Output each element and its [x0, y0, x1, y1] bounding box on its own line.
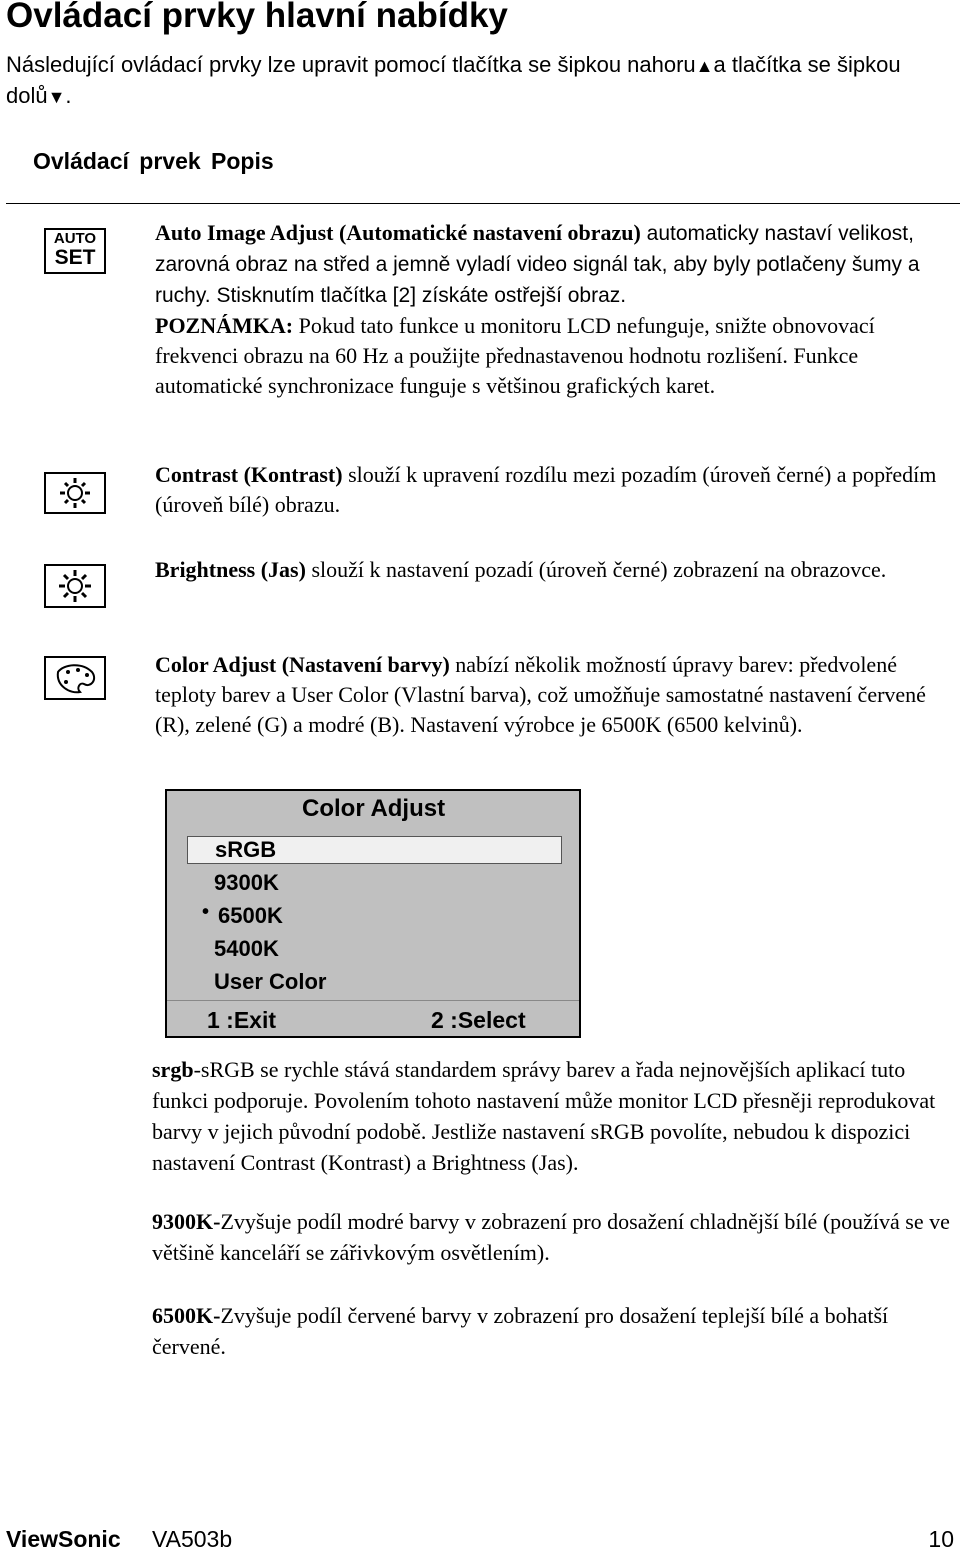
menu-item-user-color[interactable]: User Color: [214, 969, 327, 994]
menu-item-9300k[interactable]: 9300K: [214, 870, 279, 895]
color-palette-icon: [44, 656, 106, 700]
9300k-description: 9300K-Zvyšuje podíl modré barvy v zobrazení pro dosažení chladnější bílé (používá se ve většině kanceláří se zářivkovým osvětlením).: [152, 1209, 950, 1265]
table-header: Ovládací prvek Popis: [33, 148, 274, 174]
down-arrow-icon: ▼: [47, 87, 66, 107]
srgb-description: srgb-sRGB se rychle stává standardem správy barev a řada nejnovějších aplikací tuto funkci podporuje. Povolením tohoto nastavení může monitor LCD přesněji reprodukovat barvy v jejich původní podobě. Jestliže nastavení sRGB povolíte, nebudou k dispozici nastavení Contrast (Kontrast) a Brightness (Jas).: [152, 1057, 936, 1175]
contrast-icon: [44, 472, 106, 514]
menu-item-5400k[interactable]: 5400K: [214, 936, 279, 961]
menu-item-6500k[interactable]: • 6500K: [202, 901, 283, 928]
footer-model: VA503b: [152, 1526, 233, 1552]
intro-paragraph: Následující ovládací prvky lze upravit pomocí tlačítka se šipkou nahoru▲a tlačítka se šipkou dolů▼.: [6, 52, 901, 108]
color-adjust-description: Color Adjust (Nastavení barvy) nabízí několik možností úpravy barev: předvolené teploty barev a User Color (Vlastní barva), což umožňuje samostatné nastavení červené (R), zelené (G) a modré (B). Nastavení výrobce je 6500K (6500 kelvinů).: [155, 652, 926, 737]
select-hint: 2 :Select: [431, 1007, 526, 1033]
brightness-description: Brightness (Jas) slouží k nastavení pozadí (úroveň černé) zobrazení na obrazovce.: [155, 557, 887, 582]
menu-item-srgb[interactable]: sRGB: [187, 836, 562, 864]
footer-brand: ViewSonic: [6, 1526, 121, 1552]
auto-adjust-description: Auto Image Adjust (Automatické nastavení obrazu) automaticky nastaví velikost, zarovná obraz na střed a jemně vyladí video signál tak, aby byly potlačeny šumy a ruchy. Stisknutím tlačítka [2] získáte ostřejší obraz. POZNÁMKA: Pokud tato funkce u monitoru LCD nefunguje, snižte obnovovací frekvenci obrazu na 60 Hz a použijte přednastavenou hodnotu rozlišení. Funkce automatické synchronizace funguje s většinou grafických karet.: [155, 220, 920, 398]
page-title: Ovládací prvky hlavní nabídky: [6, 0, 508, 35]
contrast-description: Contrast (Kontrast) slouží k upravení rozdílu mezi pozadím (úroveň černé) a popředím (úroveň bílé) obrazu.: [155, 462, 937, 517]
auto-set-icon: AUTO SET: [44, 228, 106, 274]
6500k-description: 6500K-Zvyšuje podíl červené barvy v zobrazení pro dosažení teplejší bílé a bohatší červené.: [152, 1303, 889, 1359]
color-adjust-menu: [165, 789, 581, 1038]
page-number: 10: [928, 1526, 954, 1552]
exit-hint: 1 :Exit: [207, 1007, 277, 1033]
menu-divider: [167, 1000, 579, 1001]
selected-bullet: •: [202, 901, 210, 923]
up-arrow-icon: ▲: [695, 56, 714, 76]
menu-title: Color Adjust: [302, 795, 446, 822]
brightness-icon: [44, 564, 106, 608]
divider: [6, 203, 960, 204]
